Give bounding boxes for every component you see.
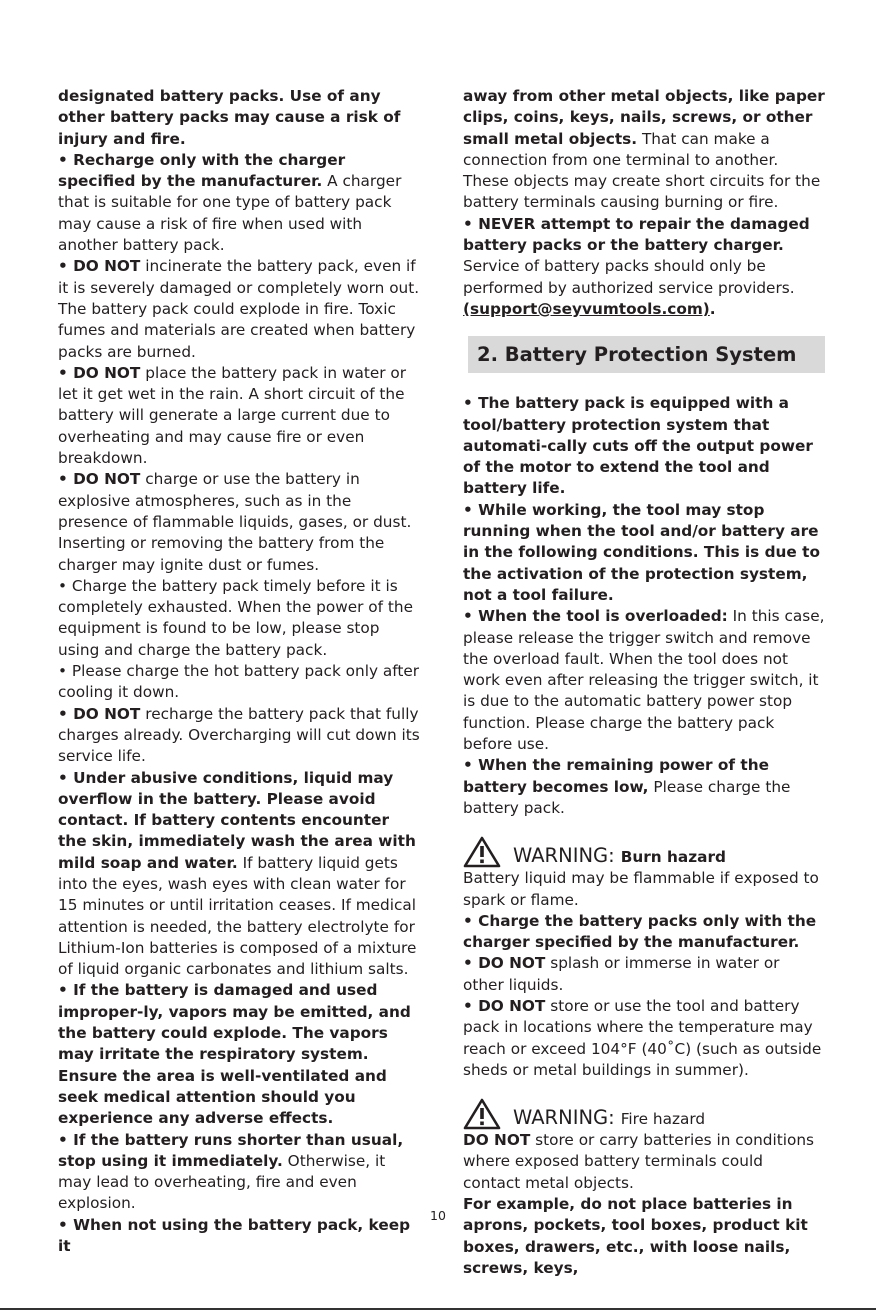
paragraph: • When the tool is overloaded: In this case, please release the trigger switch and remove the overload fault. When the tool does not work even after releasing the trigger switch, it is due to the automatic battery power stop function. Please charge the battery pack before use.	[463, 607, 825, 754]
paragraph: • If the battery is damaged and used improper-ly, vapors may be emitted, and the battery could explode. The vapors may irritate the respiratory system. Ensure the area is well-ventilated and seek medical attention should you experience any adverse effects.	[58, 981, 411, 1128]
warning-subject: Burn hazard	[620, 848, 726, 867]
paragraph: • DO NOT splash or immerse in water or other liquids.	[463, 954, 780, 994]
paragraph: • DO NOT recharge the battery pack that fully charges already. Overcharging will cut down its service life.	[58, 704, 420, 766]
paragraph: • Under abusive conditions, liquid may overflow in the battery. Please avoid contact. If battery contents encounter the skin, immediately wash the area with mild soap and water. If battery liquid gets into the eyes, wash eyes with clean water for 15 minutes or until irritation ceases. If medical attention is needed, the battery electrolyte for Lithium-Ion batteries is composed of a mixture of liquid organic carbonates and lithium salts.	[58, 768, 417, 979]
warning-fire-heading	[463, 1097, 825, 1130]
paragraph: DO NOT store or carry batteries in conditions where exposed battery terminals could contact metal objects.	[463, 1131, 814, 1192]
paragraph: • NEVER attempt to repair the damaged battery packs or the battery charger. Service of battery packs should only be performed by authorized service providers.	[463, 214, 810, 297]
right-column	[463, 86, 825, 1279]
paragraph: • Please charge the hot battery pack only after cooling it down.	[58, 662, 420, 702]
paragraph: • When the remaining power of the battery becomes low, Please charge the battery pack.	[463, 756, 791, 817]
paragraph: • Charge the battery pack timely before it is completely exhausted. When the power of the equipment is found to be low, please stop using and charge the battery pack.	[58, 576, 413, 659]
page-number: 10	[430, 1208, 446, 1223]
paragraph: away from other metal objects, like paper clips, coins, keys, nails, screws, or other small metal objects. That can make a connection from one terminal to another. These objects may create short circuits for the battery terminals causing burning or fire.	[463, 87, 825, 212]
left-column	[58, 86, 420, 1257]
paragraph: • When not using the battery pack, keep it	[58, 1215, 411, 1256]
bottom-divider	[0, 1308, 876, 1310]
warning-label: WARNING:	[513, 844, 615, 868]
warning-triangle-icon	[463, 836, 501, 868]
paragraph: • If the battery runs shorter than usual, stop using it immediately. Otherwise, it may lead to overheating, fire and even explosion.	[58, 1130, 404, 1213]
paragraph: • DO NOT charge or use the battery in explosive atmospheres, such as in the presence of flammable liquids, gases, or dust. Inserting or removing the battery from the charger may ignite dust or fumes.	[58, 470, 412, 574]
paragraph: • Recharge only with the charger specified by the manufacturer. A charger that is suitable for one type of battery pack may cause a risk of fire when used with another battery pack.	[58, 150, 402, 255]
warning-subject: Fire hazard	[620, 1110, 706, 1129]
paragraph: • DO NOT store or use the tool and battery pack in locations where the temperature may reach or exceed 104°F (40˚C) (such as outside sheds or metal buildings in summer).	[463, 996, 822, 1079]
paragraph: For example, do not place batteries in aprons, pockets, tool boxes, product kit boxes, drawers, etc., with loose nails, screws, keys,	[463, 1195, 808, 1277]
paragraph: • The battery pack is equipped with a tool/battery protection system that automati-cally cuts off the output power of the motor to extend the tool and battery life.	[463, 394, 813, 498]
paragraph: • DO NOT place the battery pack in water or let it get wet in the rain. A short circuit of the battery will generate a large current due to overheating and may cause fire or even breakdown.	[58, 363, 407, 468]
warning-triangle-icon	[463, 1098, 501, 1130]
warning-burn-heading	[463, 835, 825, 868]
support-line: (support@seyvumtools.com).	[463, 299, 716, 318]
paragraph: • DO NOT incinerate the battery pack, even if it is severely damaged or completely worn out. The battery pack could explode in fire. Toxic fumes and materials are created when battery packs are burned.	[58, 257, 420, 361]
paragraph: Battery liquid may be flammable if exposed to spark or flame.	[463, 869, 819, 909]
warning-label: WARNING:	[513, 1106, 615, 1130]
paragraph: designated battery packs. Use of any other battery packs may cause a risk of injury and fire.	[58, 87, 401, 148]
paragraph: • While working, the tool may stop running when the tool and/or battery are in the following conditions. This is due to the activation of the protection system, not a tool failure.	[463, 500, 820, 604]
section-heading: 2. Battery Protection System	[468, 336, 825, 373]
support-email-link[interactable]: (support@seyvumtools.com)	[463, 299, 710, 318]
paragraph: • Charge the battery packs only with the charger specified by the manufacturer.	[463, 911, 817, 952]
